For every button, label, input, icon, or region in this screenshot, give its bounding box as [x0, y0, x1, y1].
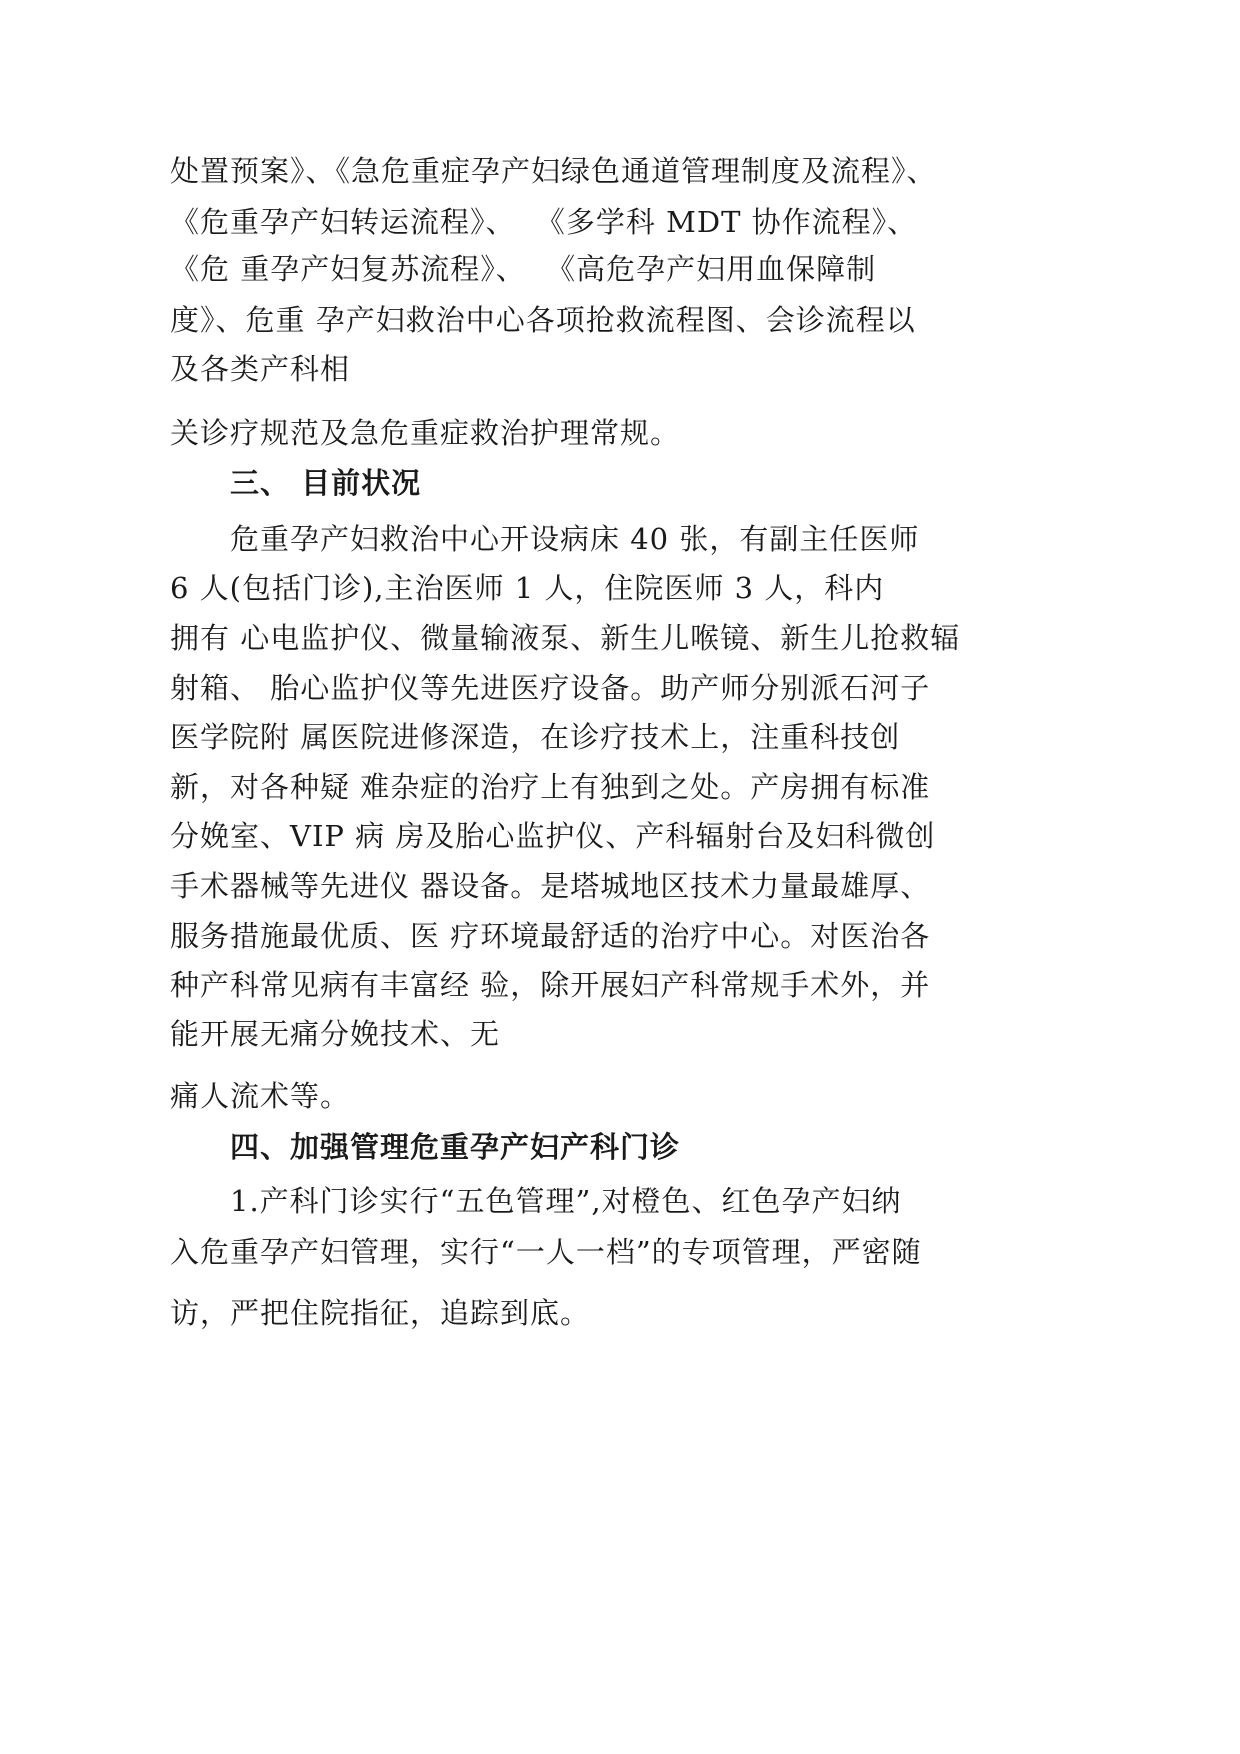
- text-line: 拥有 心电监护仪、微量输液泵、新生儿喉镜、新生儿抢救辐: [170, 621, 961, 655]
- text-line: 《危重孕产妇转运流程》、 《多学科 MDT 协作流程》、: [170, 205, 918, 239]
- text-line: 处置预案》、《急危重症孕产妇绿色通道管理制度及流程》、: [170, 154, 937, 188]
- text-line: 分娩室、VIP 病 房及胎心监护仪、产科辐射台及妇科微创: [170, 819, 936, 853]
- text-line: 种产科常见病有丰富经 验，除开展妇产科常规手术外，并: [170, 968, 931, 1002]
- text-line: 新，对各种疑 难杂症的治疗上有独到之处。产房拥有标准: [170, 770, 931, 804]
- text-line: 入危重孕产妇管理，实行“一人一档”的专项管理，严密随: [170, 1235, 922, 1269]
- text-line: 关诊疗规范及急危重症救治护理常规。: [170, 416, 681, 450]
- text-line: 服务措施最优质、医 疗环境最舒适的治疗中心。对医治各: [170, 919, 931, 953]
- text-line: 6 人(包括门诊),主治医师 1 人，住院医师 3 人，科内: [170, 571, 885, 605]
- text-line: 《危 重孕产妇复苏流程》、 《高危孕产妇用血保障制: [170, 252, 877, 286]
- text-line: 及各类产科相: [170, 352, 351, 386]
- section-heading: 三、 目前状况: [230, 466, 422, 500]
- text-line: 1.产科门诊实行“五色管理”,对橙色、红色孕产妇纳: [230, 1184, 902, 1218]
- text-line: 度》、危重 孕产妇救治中心各项抢救流程图、会诊流程以: [170, 303, 916, 337]
- section-heading: 四、加强管理危重孕产妇产科门诊: [230, 1130, 681, 1164]
- text-line: 射箱、 胎心监护仪等先进医疗设备。助产师分别派石河子: [170, 671, 931, 705]
- text-line: 医学院附 属医院进修深造，在诊疗技术上，注重科技创: [170, 720, 901, 754]
- text-line: 痛人流术等。: [170, 1079, 351, 1113]
- text-line: 危重孕产妇救治中心开设病床 40 张，有副主任医师: [230, 522, 920, 556]
- text-line: 访，严把住院指征，追踪到底。: [170, 1296, 591, 1330]
- text-line: 手术器械等先进仪 器设备。是塔城地区技术力量最雄厚、: [170, 869, 931, 903]
- text-line: 能开展无痛分娩技术、无: [170, 1017, 501, 1051]
